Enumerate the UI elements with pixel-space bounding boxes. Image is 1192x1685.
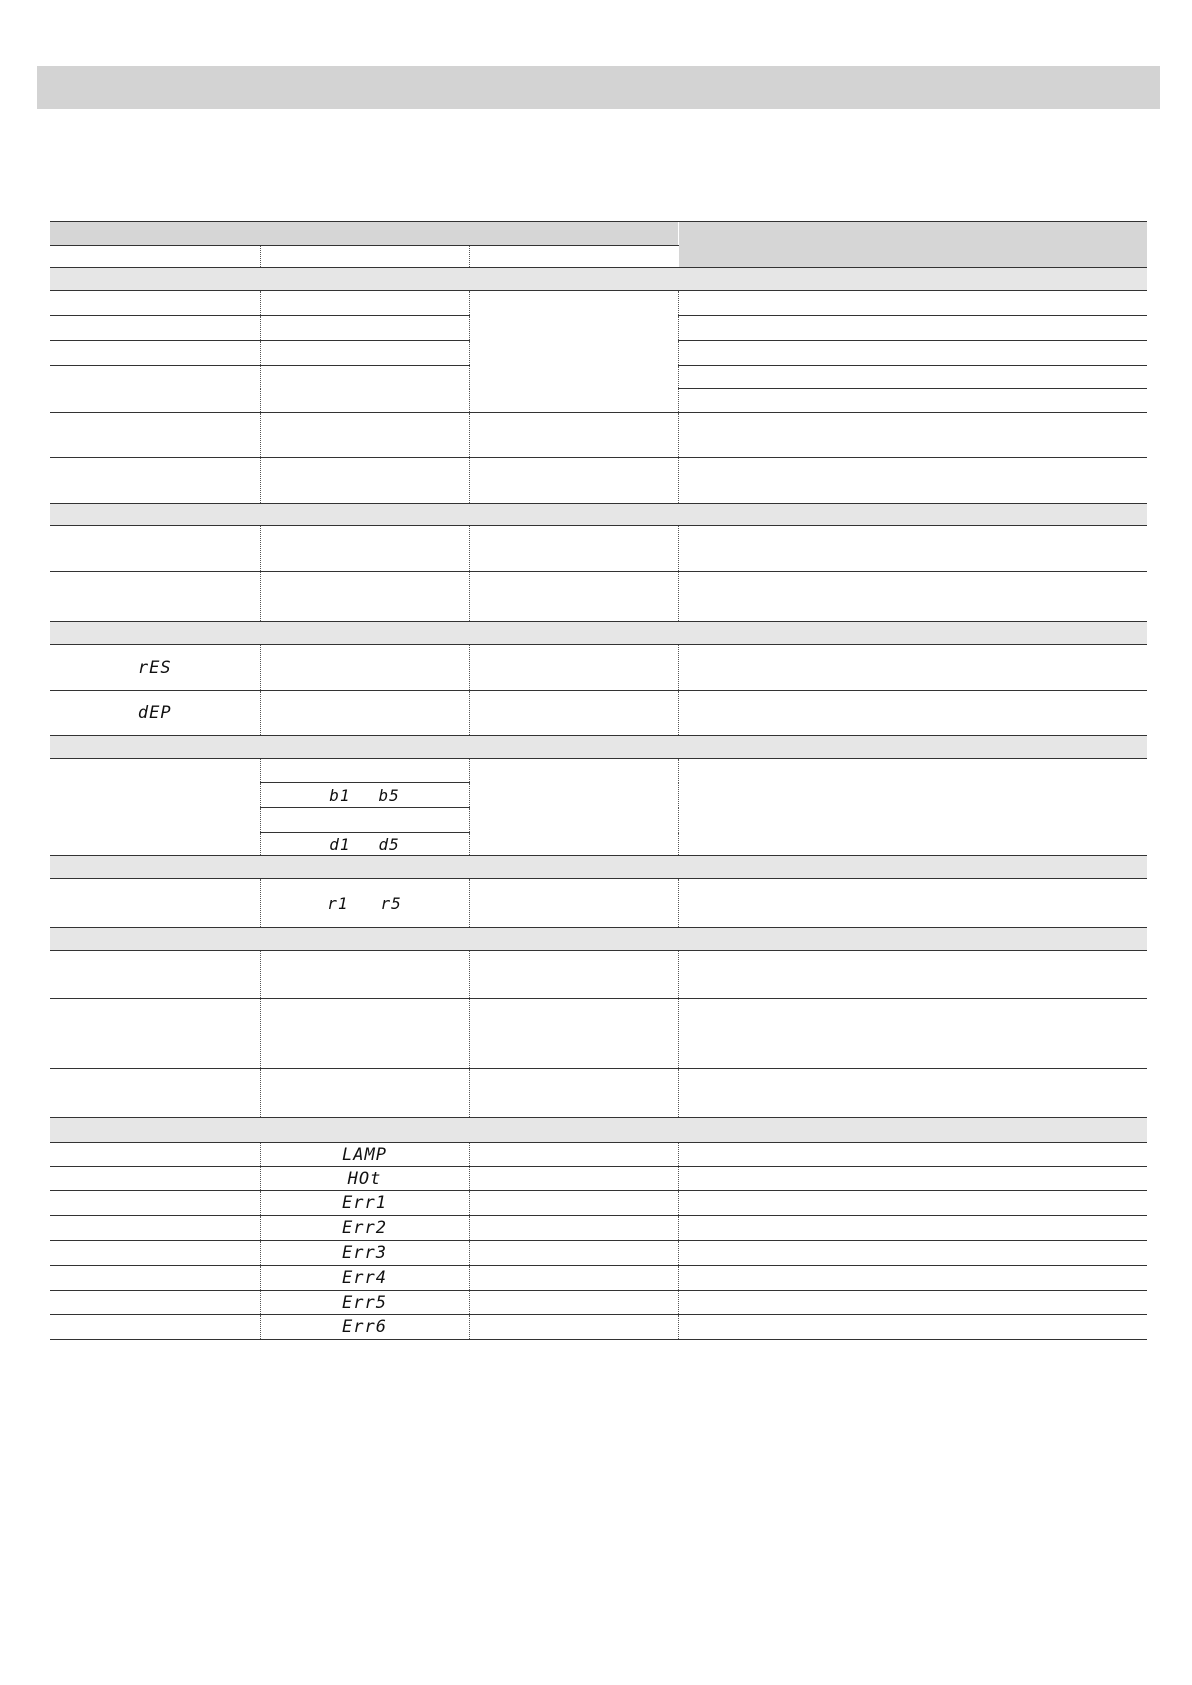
table-row bbox=[50, 645, 1147, 691]
display-code-b5: b5 bbox=[378, 785, 400, 805]
merged-cell bbox=[678, 759, 1147, 856]
section-row bbox=[50, 622, 1147, 645]
table-row bbox=[50, 458, 1147, 504]
table-row bbox=[50, 1191, 1147, 1216]
table-row bbox=[50, 291, 1147, 316]
table-row bbox=[50, 1069, 1147, 1118]
display-code-d5: d5 bbox=[378, 834, 400, 854]
display-code-err3: Err3 bbox=[342, 1243, 387, 1263]
display-code-err5: Err5 bbox=[342, 1292, 387, 1313]
section-row bbox=[50, 928, 1147, 951]
display-code-r5: r5 bbox=[380, 893, 402, 913]
display-code-lamp: LAMP bbox=[342, 1144, 387, 1165]
table-row bbox=[50, 999, 1147, 1069]
specification-table bbox=[50, 221, 1147, 1340]
section-row bbox=[50, 268, 1147, 291]
table-row bbox=[50, 1315, 1147, 1340]
display-code-err6: Err6 bbox=[342, 1317, 387, 1337]
header-col-1 bbox=[50, 246, 260, 268]
merged-cell bbox=[469, 291, 678, 413]
merged-cell bbox=[469, 759, 678, 856]
display-code-err1: Err1 bbox=[342, 1193, 387, 1213]
display-code-err4: Err4 bbox=[342, 1268, 387, 1288]
table-row bbox=[50, 1291, 1147, 1315]
display-code-err2: Err2 bbox=[342, 1218, 387, 1238]
display-code-r1: r1 bbox=[327, 893, 349, 913]
display-code-d1: d1 bbox=[329, 834, 351, 854]
table-row bbox=[50, 526, 1147, 572]
header-notes-cell bbox=[678, 222, 1147, 268]
section-row bbox=[50, 856, 1147, 879]
table-row bbox=[50, 1167, 1147, 1191]
section-row bbox=[50, 736, 1147, 759]
display-code-b1: b1 bbox=[329, 785, 351, 805]
page-title-bar bbox=[37, 66, 1160, 109]
table-row bbox=[50, 1241, 1147, 1266]
display-code-dep: dEP bbox=[137, 703, 172, 723]
section-row bbox=[50, 1118, 1147, 1143]
table-row bbox=[50, 691, 1147, 736]
display-code-hot: HOt bbox=[347, 1168, 382, 1189]
table-row bbox=[50, 1143, 1147, 1167]
header-group-cell bbox=[50, 222, 678, 246]
header-col-2 bbox=[260, 246, 469, 268]
table-row bbox=[50, 572, 1147, 622]
table-row bbox=[50, 1216, 1147, 1241]
table-row bbox=[50, 413, 1147, 458]
table-row bbox=[50, 1266, 1147, 1291]
table-header-row bbox=[50, 222, 1147, 246]
header-col-3 bbox=[469, 246, 678, 268]
table-row bbox=[50, 759, 1147, 783]
display-code-res: rES bbox=[137, 657, 172, 678]
table-row bbox=[50, 879, 1147, 928]
section-row bbox=[50, 504, 1147, 526]
table-row bbox=[50, 951, 1147, 999]
